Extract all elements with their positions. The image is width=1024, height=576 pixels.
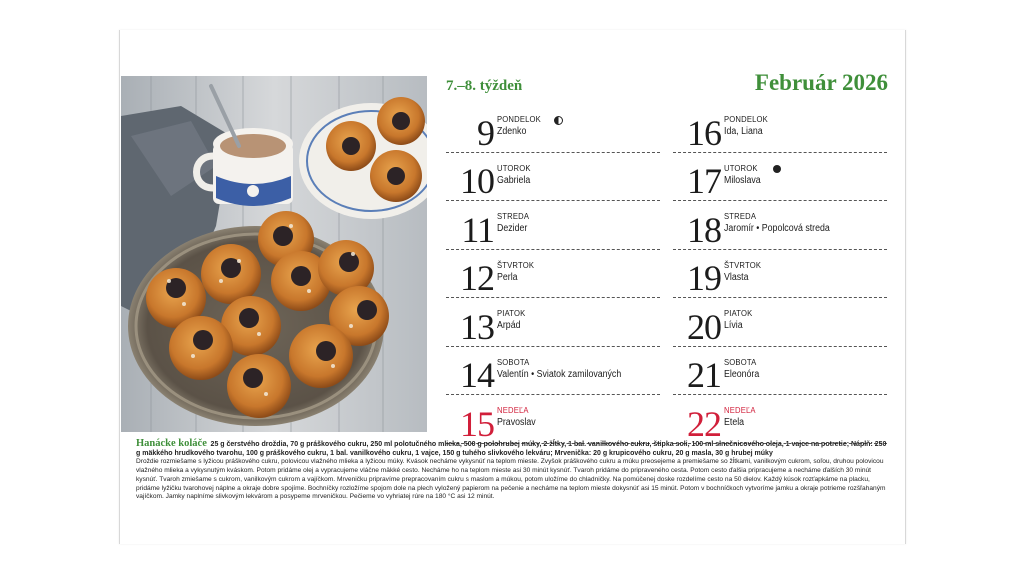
day-row <box>446 104 660 153</box>
recipe-title: Hanácke koláče <box>136 438 207 449</box>
month-title: Február 2026 <box>754 70 888 95</box>
day-number: 10 <box>460 161 494 201</box>
day-row <box>673 153 887 202</box>
day-row <box>446 250 660 299</box>
day-row-sunday <box>446 395 660 444</box>
day-row <box>446 298 660 347</box>
day-number: 21 <box>687 355 721 395</box>
day-row-sunday <box>673 395 887 444</box>
day-name: ŠTVRTOK <box>724 259 762 270</box>
day-row <box>673 201 887 250</box>
day-row <box>673 104 887 153</box>
day-number: 19 <box>687 258 721 298</box>
food-photo <box>121 76 427 432</box>
name-day: Miloslava <box>724 174 761 186</box>
name-day: Zdenko <box>497 126 527 137</box>
name-day: Dezider <box>497 223 528 234</box>
new-moon-icon <box>773 165 781 173</box>
half-moon-icon <box>554 116 563 125</box>
day-number: 13 <box>460 306 494 347</box>
name-day: Arpád <box>497 320 521 331</box>
day-number: 18 <box>687 209 721 250</box>
recipe-ingredients: 25 g čerstvého droždia, 70 g práškového cukru, 250 ml polotučného mlieka, 500 g polohrubej múky, 2 žĺtky, 1 bal. vanilkového cukru, štipka soli, 100 ml slnečnicového oleja, 1 vajce na potretie; Náplň: 250 g mäkkého hrudkového tvarohu, 100 g práškového cukru, 1 bal. vanilkového cukru, 1 vajce, 150 g tuhého slivkového lekváru; Mrvenička: 20 g krupicového cukru, 20 g masla, 30 g hrubej múky <box>136 441 887 457</box>
day-row <box>673 347 887 396</box>
day-number: 22 <box>687 403 721 444</box>
name-day: Pravoslav <box>497 417 536 428</box>
day-name: PIATOK <box>724 308 753 318</box>
day-number: 14 <box>460 355 494 395</box>
name-day: Jaromír • Popolcová streda <box>724 223 830 234</box>
food-photo-illustration <box>121 76 427 432</box>
day-number: 12 <box>460 258 494 298</box>
day-name: UTOROK <box>724 162 758 173</box>
day-number: 20 <box>687 306 721 347</box>
recipe-instructions: Droždie rozmiešame s lyžicou práškového cukru, polovicou vlažného mlieka a lyžicou múky. Kvások necháme vykysnúť na teplom mieste. Zvyšok práškového cukru a múku preosejeme a premiešame so žĺtkami, vanilkovým cukrom, soľou, druhou polovicou vlažného mlieka a vykysnutým kváskom. Potom pridáme olej a vypracujeme vláčne mäkké cesto. Necháme ho na teplom mieste asi 30 minút kysnúť. Tvaroh pridáme do pripraveného cesta. Potom cesto ďalšia pripracujeme a necháme ďalších 30 minút kysnúť. Tvaroh zmiešame s cukrom, vanilkovým cukrom a vajíčkom. Mrveničku pripravíme prepracovaním cukru s maslom a múkou, potom uložíme do chladničky. Na pomúčenej doske rozdelíme cesto na 50 dielov. Každý kúsok rozťapkáme na placku, pridáme lyžičku tvarohovej náplne a okraje dobre spojíme. Bochníčky rozložíme spojom dole na plech vyložený papierom na pečenie a necháme na teplom mieste dokysnúť asi 15 minút. Potom v bochníčkoch vytvoríme jamku a okraje potrieme rozšľahaným vajíčkom. Jamky naplníme slivkovým lekvárom a posypeme mrveničkou. Pečieme vo vyhriatej rúre na 180 °C asi 12 minút. <box>136 458 886 501</box>
day-name: UTOROK <box>497 162 531 173</box>
week-label: 7.–8. týždeň <box>446 78 523 94</box>
day-name: ŠTVRTOK <box>497 259 535 270</box>
name-day: Lívia <box>724 320 743 331</box>
day-name: PIATOK <box>497 308 526 318</box>
day-name: NEDEĽA <box>724 405 756 415</box>
day-name: STREDA <box>497 211 530 221</box>
recipe-block <box>136 440 890 502</box>
day-name: SOBOTA <box>724 356 757 367</box>
day-number: 16 <box>687 112 721 153</box>
day-row <box>673 298 887 347</box>
day-number: 11 <box>461 209 494 250</box>
name-day: Ida, Liana <box>724 126 763 137</box>
day-number: 15 <box>460 403 494 444</box>
day-row <box>446 347 660 396</box>
day-name: SOBOTA <box>497 356 530 367</box>
name-day: Vlasta <box>724 271 749 283</box>
day-name: PONDELOK <box>724 114 768 124</box>
name-day: Gabriela <box>497 174 531 186</box>
days-column-left <box>446 104 660 444</box>
name-day: Etela <box>724 417 745 428</box>
day-row <box>673 250 887 299</box>
day-row <box>446 201 660 250</box>
day-name: STREDA <box>724 211 757 221</box>
day-name: PONDELOK <box>497 114 541 124</box>
name-day: Perla <box>497 271 518 283</box>
day-row <box>446 153 660 202</box>
day-name: NEDEĽA <box>497 405 529 415</box>
name-day: Eleonóra <box>724 368 760 380</box>
day-number: 17 <box>687 161 721 201</box>
name-day: Valentín • Sviatok zamilovaných <box>497 368 622 380</box>
days-column-right <box>673 104 887 444</box>
day-number: 9 <box>477 112 494 153</box>
calendar-page <box>119 30 906 544</box>
recipe-ingredients-paragraph <box>136 440 890 458</box>
